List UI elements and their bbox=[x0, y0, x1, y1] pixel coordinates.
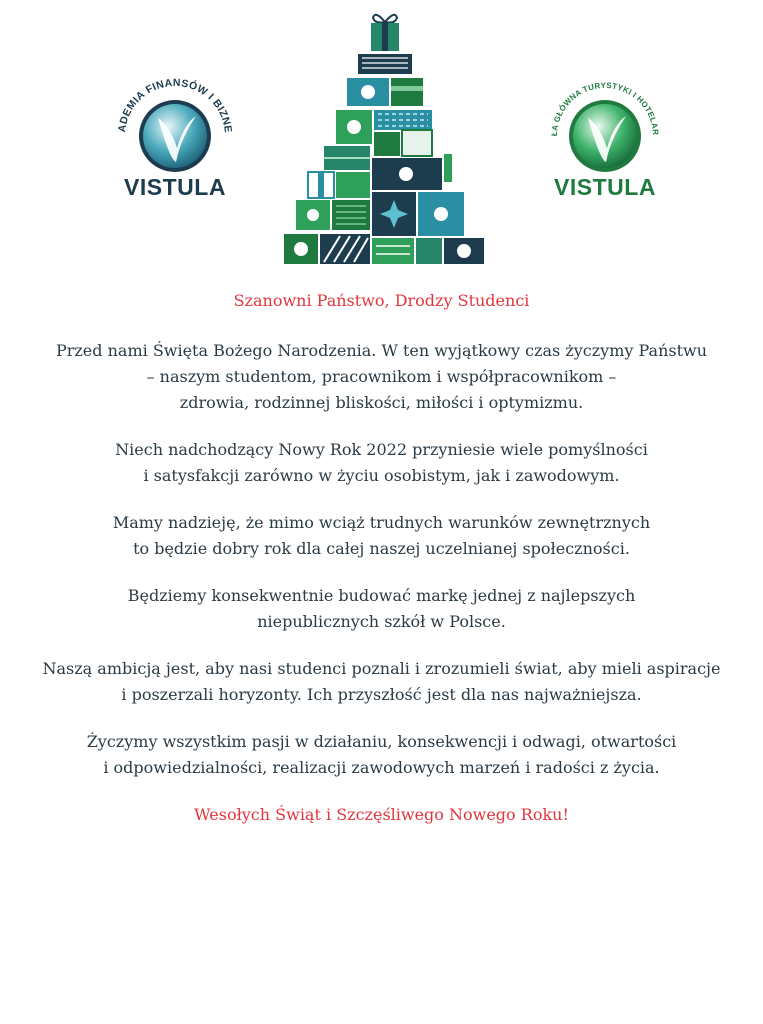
paragraph-line: i poszerzali horyzonty. Ich przyszłość jest dla nas najważniejsza. bbox=[121, 685, 642, 704]
paragraph-line: i odpowiedzialności, realizacji zawodowych marzeń i radości z życia. bbox=[103, 758, 660, 777]
bow-icon bbox=[373, 15, 397, 23]
paragraph-line: niepublicznych szkół w Polsce. bbox=[257, 612, 506, 631]
letter-greeting: Szanowni Państwo, Drodzy Studenci bbox=[233, 291, 530, 310]
logo-emblem-left bbox=[100, 70, 250, 180]
logo-left-wordmark: VISTULA bbox=[124, 174, 226, 200]
paragraph-line: – naszym studentom, pracownikom i współpracownikom – bbox=[146, 367, 617, 386]
paragraph-3 bbox=[0, 510, 763, 562]
greeting-letter bbox=[0, 288, 763, 849]
paragraph-line: to będzie dobry rok dla całej naszej uczelnianej społeczności. bbox=[133, 539, 630, 558]
paragraph-line: Niech nadchodzący Nowy Rok 2022 przyniesie wiele pomyślności bbox=[115, 440, 648, 459]
logo-szkola-glowna-turystyki bbox=[530, 70, 680, 210]
logo-right-ring-text: ŁA GŁÓWNA TURYSTYKI I HOTELAR bbox=[549, 80, 661, 137]
christmas-gift-tree-illustration bbox=[280, 6, 490, 268]
paragraph-1 bbox=[0, 338, 763, 416]
logo-emblem-right bbox=[530, 70, 680, 180]
logo-right-wordmark: VISTULA bbox=[554, 174, 656, 200]
paragraph-2 bbox=[0, 437, 763, 489]
paragraph-line: Będziemy konsekwentnie budować markę jednej z najlepszych bbox=[127, 586, 636, 605]
paragraph-line: zdrowia, rodzinnej bliskości, miłości i optymizmu. bbox=[179, 393, 584, 412]
logo-akademia-finansow-i-biznesu bbox=[100, 70, 250, 210]
paragraph-5 bbox=[0, 656, 763, 708]
logo-left-ring-text: ADEMIA FINANSÓW I BIZNE bbox=[116, 76, 234, 134]
letter-closing: Wesołych Świąt i Szczęśliwego Nowego Roku! bbox=[194, 805, 569, 824]
paragraph-4 bbox=[0, 583, 763, 635]
paragraph-line: Przed nami Święta Bożego Narodzenia. W ten wyjątkowy czas życzymy Państwu bbox=[55, 341, 708, 360]
paragraph-line: Naszą ambicją jest, aby nasi studenci poznali i zrozumieli świat, aby mieli aspiracje bbox=[42, 659, 721, 678]
paragraph-line: i satysfakcji zarówno w życiu osobistym, jak i zawodowym. bbox=[143, 466, 620, 485]
paragraph-line: Mamy nadzieję, że mimo wciąż trudnych warunków zewnętrznych bbox=[112, 513, 651, 532]
paragraph-6 bbox=[0, 729, 763, 781]
paragraph-line: Życzymy wszystkim pasji w działaniu, konsekwencji i odwagi, otwartości bbox=[86, 732, 677, 751]
